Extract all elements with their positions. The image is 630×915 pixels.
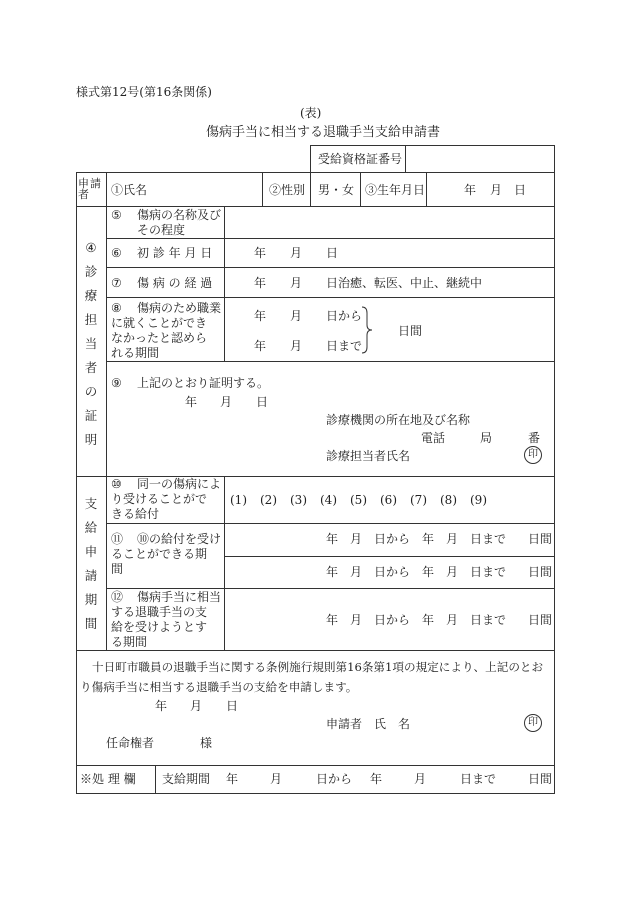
benefit-option-9[interactable]: (9) [470, 493, 487, 507]
declaration-line1: 十日町市職員の退職手当に関する条例施行規則第16条第1項の規定により、上記のとお [92, 660, 544, 674]
sex-options[interactable]: 男・女 [318, 183, 355, 197]
declaration-month: 月 [190, 699, 203, 713]
item8-label-line1: 傷病のため職業 [137, 301, 222, 315]
item5-label-line1: 傷病の名称及び [137, 208, 222, 222]
benefit-option-6[interactable]: (6) [380, 493, 397, 507]
item8-label-line3: なかったと認めら [111, 331, 208, 345]
exchange-label: 局 [480, 431, 493, 445]
item12-label-line4: る期間 [111, 635, 148, 649]
item10-label-line2: り受けることがで [111, 492, 208, 506]
processing-until-month: 月 [414, 772, 427, 786]
unable-until-year: 年 [254, 339, 267, 353]
certificate-number-field[interactable] [407, 147, 552, 171]
processing-days: 日間 [528, 772, 553, 786]
item6-label: 初 診 年 月 日 [137, 246, 213, 260]
benefit-option-1[interactable]: (1) [230, 493, 247, 507]
name-label: ①氏名 [111, 183, 148, 197]
item12-label-line2: する退職手当の支 [111, 605, 208, 619]
benefit-option-4[interactable]: (4) [320, 493, 337, 507]
course-month: 月 [290, 276, 303, 290]
item9-text: 上記のとおり証明する。 [137, 376, 270, 390]
item5-number: ⑤ [111, 208, 122, 222]
omote-label: (表) [300, 106, 322, 120]
certificate-number-label: 受給資格証番号 [318, 152, 403, 166]
doctor-name-label: 診療担当者氏名 [326, 449, 411, 463]
benefit-option-5[interactable]: (5) [350, 493, 367, 507]
course-status-options[interactable]: 日治癒、転医、中止、継続中 [326, 276, 483, 290]
ban-label: 番 [528, 431, 541, 445]
name-field[interactable] [160, 175, 260, 203]
birthdate-label: ③生年月日 [365, 183, 426, 197]
benefit-option-3[interactable]: (3) [290, 493, 307, 507]
first-visit-day: 日 [326, 246, 339, 260]
item8-number: ⑧ [111, 301, 122, 315]
item11-number: ⑪ [111, 532, 124, 546]
declaration-day: 日 [226, 699, 239, 713]
processing-from-day: 日から [316, 772, 353, 786]
item10-label-line1: 同一の傷病によ [137, 477, 222, 491]
unable-from-year: 年 [254, 309, 267, 323]
phone-label: 電話 [421, 431, 446, 445]
document-title: 傷病手当に相当する退職手当支給申請書 [206, 125, 441, 140]
cert-month: 月 [220, 395, 233, 409]
item12-label-line1: 傷病手当に相当 [137, 590, 222, 604]
payment-period-label: 支給期間 [162, 772, 211, 786]
unable-from-month: 月 [290, 309, 303, 323]
course-year: 年 [254, 276, 267, 290]
item6-number: ⑥ [111, 246, 122, 260]
birth-month-unit: 月 [490, 183, 503, 197]
processing-from-year: 年 [226, 772, 239, 786]
item10-label-line3: きる給付 [111, 507, 160, 521]
brace-icon [360, 305, 374, 355]
item11-label-line1: ⑩の給付を受け [137, 532, 222, 546]
applicant-section-label: 申請者 [78, 177, 102, 201]
first-visit-month: 月 [290, 246, 303, 260]
item9-number: ⑨ [111, 376, 122, 390]
item11-label-line3: 間 [111, 562, 124, 576]
sex-label: ②性別 [269, 183, 306, 197]
applicant-name-label: 申請者 氏 名 [326, 717, 411, 731]
processing-label: ※処 理 欄 [80, 772, 136, 786]
cert-year: 年 [185, 395, 198, 409]
birth-year-unit: 年 [464, 183, 477, 197]
item10-number: ⑩ [111, 477, 122, 491]
item5-label-line2: その程度 [137, 223, 186, 237]
item12-label-line3: 給を受けようとす [111, 620, 208, 634]
unable-days-unit: 日間 [398, 324, 423, 338]
unable-until-month: 月 [290, 339, 303, 353]
declaration-line2: り傷病手当に相当する退職手当の支給を申請します。 [80, 680, 358, 694]
form-number: 様式第12号(第16条関係) [76, 85, 212, 99]
processing-until-year: 年 [370, 772, 383, 786]
item7-number: ⑦ [111, 276, 122, 290]
unable-until-day: 日まで [326, 339, 363, 353]
processing-from-month: 月 [270, 772, 283, 786]
item11-label-line2: ることができる期 [111, 547, 208, 561]
appointer-label: 任命権者 [106, 736, 155, 750]
first-visit-year: 年 [254, 246, 267, 260]
cert-day: 日 [256, 395, 269, 409]
doctor-seal-icon: 印 [524, 446, 542, 464]
item7-label: 傷 病 の 経 過 [137, 276, 213, 290]
processing-until-day: 日まで [460, 772, 497, 786]
sama-label: 様 [200, 736, 213, 750]
benefit-option-2[interactable]: (2) [260, 493, 277, 507]
benefit-option-8[interactable]: (8) [440, 493, 457, 507]
applicant-seal-icon: 印 [524, 714, 542, 732]
declaration-year: 年 [155, 699, 168, 713]
disease-name-field[interactable] [226, 208, 552, 236]
benefit-option-7[interactable]: (7) [410, 493, 427, 507]
birth-day-unit: 日 [514, 183, 527, 197]
item8-label-line2: に就くことができ [111, 316, 208, 330]
item12-number: ⑫ [111, 590, 124, 604]
unable-from-day: 日から [326, 309, 363, 323]
item8-label-line4: れる期間 [111, 346, 160, 360]
institution-label: 診療機関の所在地及び名称 [326, 413, 471, 427]
